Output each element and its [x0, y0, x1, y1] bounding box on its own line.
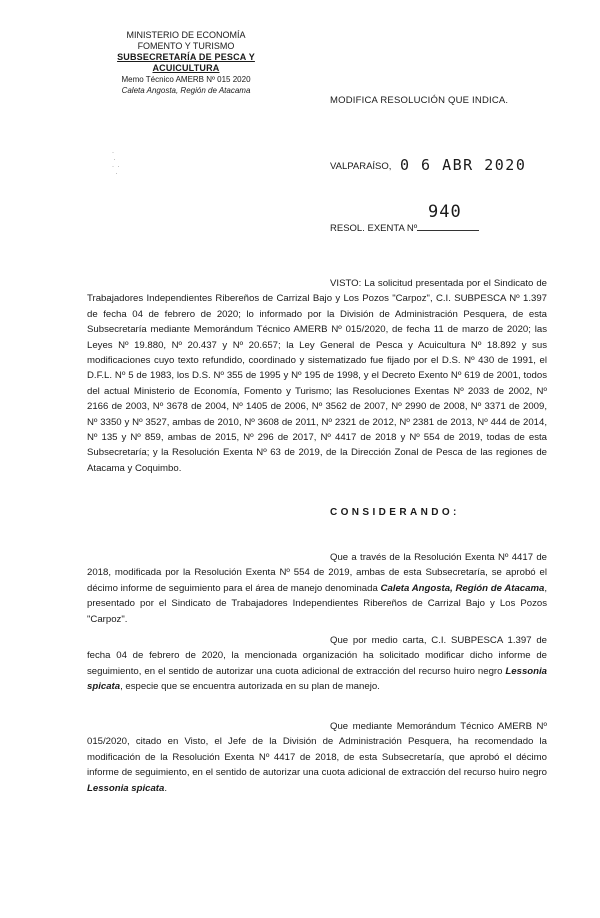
- paragraph-text: Que a través de la Resolución Exenta Nº 4417 de 2018, modificada por la Resolución Exenta Nº 554 de 2019, ambas de esta Subsecretaría, se aprobó el décimo informe de seguimiento para el área de manejo denominada: [87, 552, 547, 594]
- letterhead: [86, 30, 286, 96]
- ministry-line-1: MINISTERIO DE ECONOMÍA: [126, 30, 246, 40]
- place-label: VALPARAÍSO,: [330, 161, 392, 172]
- subsecretaria-name: SUBSECRETARÍA DE PESCA Y ACUICULTURA: [117, 52, 255, 73]
- considerando-heading: CONSIDERANDO:: [330, 507, 460, 518]
- document-title: MODIFICA RESOLUCIÓN QUE INDICA.: [330, 95, 509, 106]
- paragraph-text: Que mediante Memorándum Técnico AMERB Nº 015/2020, citado en Visto, el Jefe de la División de Administración Pesquera, ha recomendado la modificación de la Resolución Exenta Nº 4417 de 2018, de esta Subsecretaría, que aprobó el décimo informe de seguimiento, en el sentido de autorizar una cuota adicional de extracción del recurso huiro negro: [87, 721, 547, 779]
- area-name-emphasis: Caleta Angosta, Región de Atacama: [380, 582, 545, 594]
- resolution-number: 940: [428, 202, 462, 222]
- ministry-line-2: FOMENTO Y TURISMO: [137, 41, 235, 51]
- paragraph-text: , especie que se encuentra autorizada en su plan de manejo.: [120, 681, 380, 693]
- considerando-paragraph-2: [87, 633, 547, 695]
- resolution-number-line: [417, 222, 479, 231]
- resolution-label: RESOL. EXENTA Nº: [330, 223, 418, 234]
- scan-speckle-decoration: · · · · ·: [112, 150, 120, 177]
- considerando-paragraph-3: [87, 719, 547, 796]
- resolution-label-row: [330, 222, 479, 234]
- location-reference: Caleta Angosta, Región de Atacama: [121, 86, 251, 95]
- paragraph-text: .: [164, 782, 167, 794]
- species-name-emphasis: Lessonia spicata: [87, 782, 165, 794]
- paragraph-text: , presentado por el Sindicato de Trabajadores Independientes Ribereños de Carrizal Bajo y Los Pozos "Carpoz".: [87, 582, 547, 625]
- visto-paragraph: VISTO: La solicitud presentada por el Sindicato de Trabajadores Independientes Ribereños de Carrizal Bajo y Los Pozos "Carpoz", C.I. SUBPESCA Nº 1.397 de fecha 04 de febrero de 2020; lo informado por la División de Administración Pesquera, de esta Subsecretaría mediante Memorándum Técnico AMERB Nº 015/2020, de fecha 11 de marzo de 2020; las Leyes Nº 19.880, Nº 20.437 y Nº 20.657; la Ley General de Pesca y Acuicultura Nº 18.892 y sus modificaciones cuyo texto refundido, coordinado y sistematizado fue fijado por el D.S. Nº 430 de 1991, el D.F.L. Nº 5 de 1983, los D.S. Nº 355 de 1995 y Nº 195 de 1998, y el Decreto Exento Nº 619 de 2001, todos del actual Ministerio de Economía, Fomento y Turismo; las Resoluciones Exentas Nº 2033 de 2002, Nº 2166 de 2003, Nº 3678 de 2004, Nº 1405 de 2006, Nº 3562 de 2007, Nº 2990 de 2008, Nº 3371 de 2009, Nº 3350 y Nº 3527, ambas de 2010, Nº 3608 de 2011, Nº 2321 de 2012, Nº 2381 de 2013, Nº 444 de 2014, Nº 135 y Nº 859, ambas de 2015, Nº 296 de 2017, Nº 4417 de 2018 y Nº 554 de 2019, todas de esta Subsecretaría; y la Resolución Exenta Nº 63 de 2019, de la Dirección Zonal de Pesca de las regiones de Atacama y Coquimbo.: [87, 278, 547, 474]
- considerando-paragraph-1: [87, 550, 547, 627]
- species-name-emphasis: Lessonia spicata: [87, 665, 547, 693]
- date-stamp: 0 6 ABR 2020: [400, 156, 527, 174]
- memo-reference: Memo Técnico AMERB Nº 015 2020: [121, 75, 251, 84]
- paragraph-text: Que por medio carta, C.I. SUBPESCA 1.397 de fecha 04 de febrero de 2020, la mencionada organización ha solicitado modificar dicho informe de seguimiento, en el sentido de autorizar una cuota adicional de extracción del recurso huiro negro: [87, 635, 547, 677]
